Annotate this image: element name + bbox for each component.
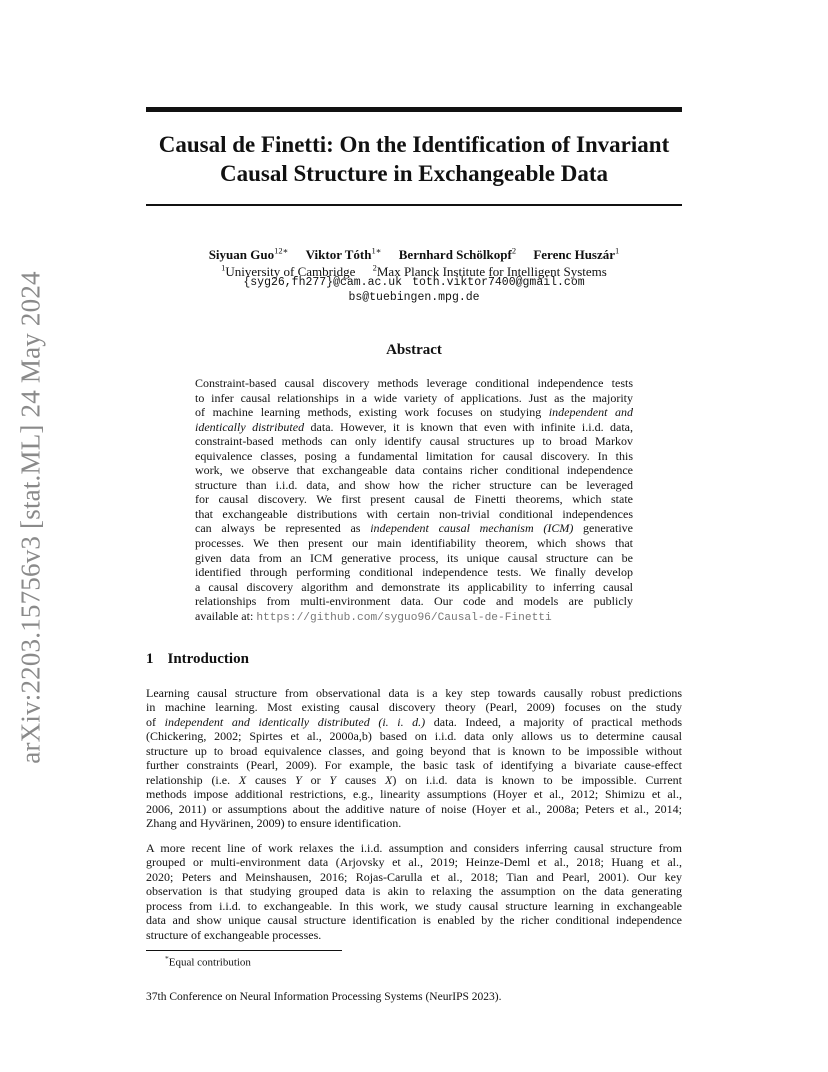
paragraph-line: 2006, 2011) or assumptions about the additive nature of noise (Hoyer et al., 2008a; Peters et al., 2014; [146,801,682,816]
author-emails [146,275,682,305]
abstract-heading: Abstract [386,342,442,358]
paragraph-line: relationship (i.e. X causes Y or Y causes X) on i.i.d. data is known to be impossible. Current [146,772,683,787]
paragraph-line: grouped or multi-environment data (Arjovsky et al., 2019; Heinze-Deml et al., 2018; Huang et al., [146,855,682,870]
paragraph-line: of independent and identically distributed (i. i. d.) data. Indeed, a majority of practical methods [146,714,682,729]
abstract-body [195,376,633,623]
abstract-line: relationships from multi-environment data. Our code and models are publicly [195,594,633,609]
title-top-rule [146,107,682,112]
paragraph-line: methods impose additional restrictions, e.g., linearity assumptions (Hoyer et al., 2012; Shimizu et al., [146,787,682,802]
introduction-paragraph-1 [146,686,682,830]
abstract-line: can always be represented as independent causal mechanism (ICM) generative [195,521,633,536]
section-heading-introduction: 1 Introduction [146,651,249,667]
abstract-line: available at: https://github.com/syguo96/Causal-de-Finetti [195,608,552,624]
affiliation-cambridge: $^1$University of Cambridge [221,263,356,280]
arxiv-identifier-stamp: arXiv:2203.15756v3 [stat.ML] 24 May 2024 [15,270,46,764]
paragraph-line: in machine learning. Most existing causal discovery theory (Pearl, 2009) focuses on the study [146,700,682,715]
paragraph-line: further constraints (Pearl, 2009). For example, the basic task of identifying a bivariate cause-effect [146,758,682,773]
abstract-line: processes. We then present our main identifiability theorem, which shows that [195,536,633,551]
author-guo: Siyuan Guo$^{12∗}$ [208,246,289,263]
abstract-line: Constraint-based causal discovery methods leverage conditional independence tests [195,376,633,390]
title-line-2: Causal Structure in Exchangeable Data [219,161,609,186]
abstract-line: equivalence classes, posing a fundamental limitation for causal discovery. In this [195,448,633,463]
title-line-1: Causal de Finetti: On the Identification of Invariant [158,132,670,157]
footnote-equal-contribution: *Equal contribution [165,954,251,969]
title-bottom-rule [146,204,682,206]
paragraph-line: structure of exchangeable processes. [146,927,322,942]
venue-footer: 37th Conference on Neural Information Processing Systems (NeurIPS 2023). [146,991,502,1003]
abstract-line: to infer causal relationships in a wide variety of applications. Just as the majority [195,390,633,405]
email-toth[interactable]: toth.viktor7400@gmail.com [412,276,585,289]
paper-title [146,130,682,188]
paragraph-line: observation is that studying grouped data is akin to relaxing the assumption on the data generating [146,884,682,899]
abstract-line: work, we observe that exchangeable data contains richer conditional independence [195,463,633,478]
abstract-line: a causal discovery algorithm and demonstrate its applicability to inferring causal [195,579,633,594]
introduction-paragraph-2 [146,841,682,942]
paragraph-line: process from i.i.d. to exchangeable. In this work, we study causal structure learning in exchangeable [146,898,682,913]
abstract-line: that exchangeable distributions with certain non-trivial conditional independences [195,506,633,521]
paragraph-line: Zhang and Hyvärinen, 2009) to ensure identification. [146,815,402,830]
paragraph-line: A more recent line of work relaxes the i.i.d. assumption and considers inferring causal structure from [146,841,682,855]
abstract-line: for causal discovery. We first present causal de Finetti theorems, which state [195,492,633,507]
abstract-line: of machine learning methods, existing work focuses on studying independent and [195,405,634,420]
paragraph-line: (Chickering, 2002; Spirtes et al., 2000a,b) based on i.i.d. data only allows us to determine causal [146,729,682,744]
email-tuebingen[interactable]: bs@tuebingen.mpg.de [348,291,480,304]
email-cambridge[interactable]: {syg26,fh277}@cam.ac.uk [243,276,403,289]
abstract-line: constraint-based methods can only identify causal structures up to broad Markov [195,434,633,449]
code-repository-link[interactable]: https://github.com/syguo96/Causal-de-Finetti [256,611,552,624]
author-scholkopf: Bernhard Schölkopf$^2$ [398,246,517,263]
affiliation-mpi: $^2$Max Planck Institute for Intelligent Systems [372,263,607,280]
abstract-line: identically distributed data. However, it is known that even with infinite i.i.d. data, [195,419,633,434]
paragraph-line: data and show unique causal structure identification is enabled by the richer conditional independence [146,913,682,928]
author-huszar: Ferenc Huszár$^1$ [533,246,620,263]
abstract-line: given data from an ICM generative process, its unique causal structure can be [195,550,633,565]
footnote-rule [146,950,342,951]
author-toth: Viktor Tóth$^{1∗}$ [305,246,382,263]
abstract-line: structure than i.i.d. data, and show how the richer structure can be leveraged [195,477,633,492]
paragraph-line: 2020; Peters and Meinshausen, 2016; Rojas-Carulla et al., 2018; Tian and Pearl, 2001). Our key [146,869,682,884]
abstract-line: identified through performing conditional independence tests. We finally develop [195,565,633,580]
paragraph-line: Learning causal structure from observational data is a key step towards causally robust predictions [146,686,682,700]
paragraph-line: structure up to broad equivalence classes, and going beyond that is known to be impossible without [146,743,682,758]
